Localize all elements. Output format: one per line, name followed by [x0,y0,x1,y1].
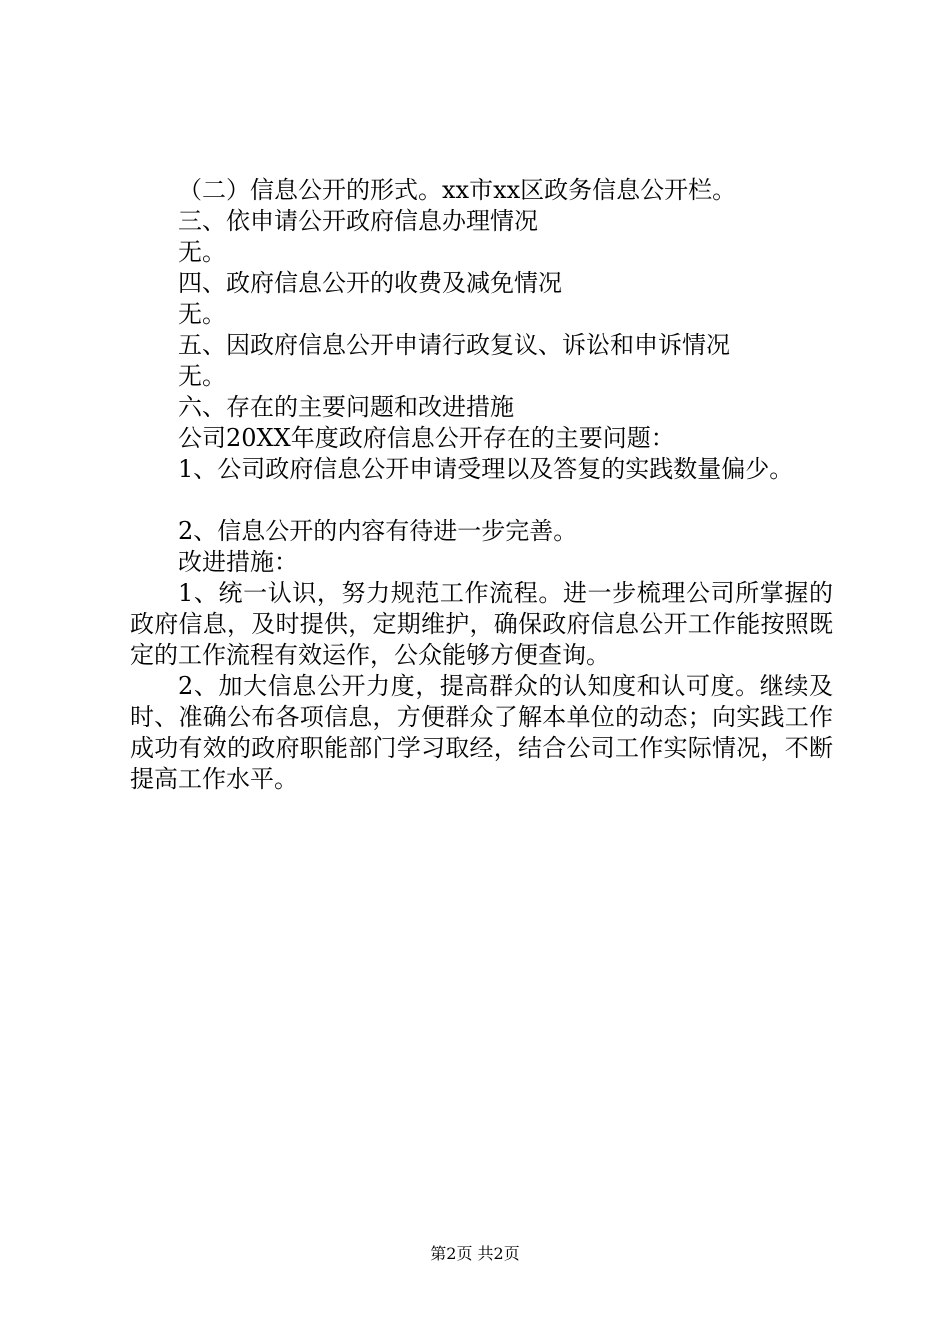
heading-section-5: 五、因政府信息公开申请行政复议、诉讼和申诉情况 [178,331,730,359]
paragraph-info-form: （二）信息公开的形式。xx市xx区政务信息公开栏。 [178,176,737,204]
paragraph-problem-1: 1、公司政府信息公开申请受理以及答复的实践数量偏少。 [178,455,794,483]
paragraph-measure-1: 1、统一认识，努力规范工作流程。进一步梳理公司所掌握的政府信息，及时提供，定期维护，确保政府信息公开工作能按照既定的工作流程有效运作，公众能够方便查询。 [130,579,833,669]
heading-section-4: 四、政府信息公开的收费及减免情况 [178,269,562,297]
page-footer: 第2页 共2页 [430,1244,520,1263]
document-body [130,175,833,795]
paragraph-measures-intro: 改进措施： [178,548,298,576]
paragraph-none-2: 无。 [178,300,226,328]
paragraph-none-1: 无。 [178,238,226,266]
paragraph-none-3: 无。 [178,362,226,390]
heading-section-3: 三、依申请公开政府信息办理情况 [178,207,538,235]
paragraph-problem-2: 2、信息公开的内容有待进一步完善。 [178,517,578,545]
paragraph-main-problems-intro: 公司20XX年度政府信息公开存在的主要问题： [178,424,675,452]
paragraph-measure-2: 2、加大信息公开力度，提高群众的认知度和认可度。继续及时、准确公布各项信息，方便群众了解本单位的动态；向实践工作成功有效的政府职能部门学习取经，结合公司工作实际情况，不断提高工作水平。 [130,672,833,793]
heading-section-6: 六、存在的主要问题和改进措施 [178,393,514,421]
